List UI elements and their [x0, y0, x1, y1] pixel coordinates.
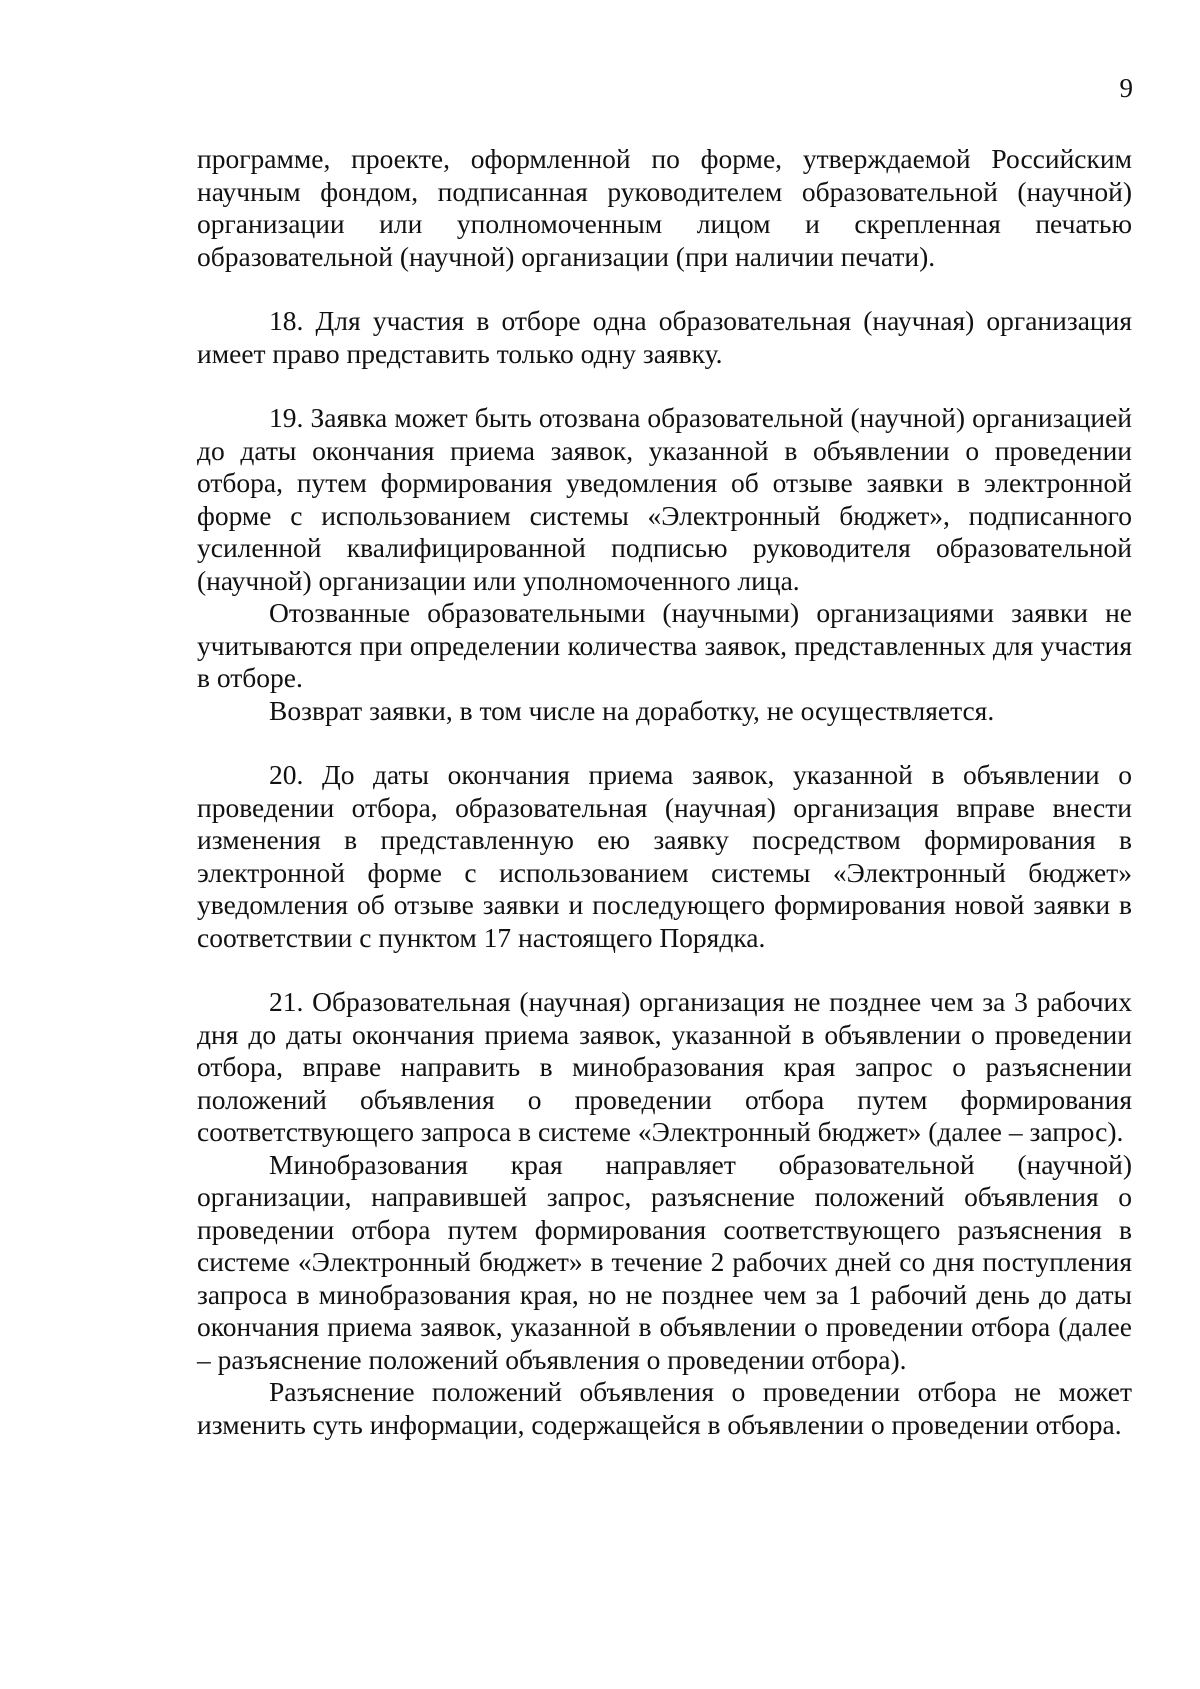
paragraph-item-20: 20. До даты окончания приема заявок, указанной в объявлении о проведении отбора, образовательная (научная) организация вправе внести изменения в представленную ею заявку посредством формирования в электронной форме с использованием системы «Электронный бюджет» уведомления об отзыве заявки и последующего формирования новой заявки в соответствии с пунктом 17 настоящего Порядка.	[197, 759, 1132, 953]
paragraph-continuation: программе, проекте, оформленной по форме, утверждаемой Российским научным фондом, подписанная руководителем образовательной (научной) организации или уполномоченным лицом и скрепленная печатью образовательной (научной) организации (при наличии печати).	[197, 143, 1132, 272]
paragraph-item-18: 18. Для участия в отборе одна образовательная (научная) организация имеет право представить только одну заявку.	[197, 305, 1132, 369]
document-body	[197, 143, 1132, 1441]
paragraph-item-21-clarification: Разъяснение положений объявления о проведении отбора не может изменить суть информации, содержащейся в объявлении о проведении отбора.	[197, 1376, 1132, 1440]
paragraph-item-19: 19. Заявка может быть отозвана образовательной (научной) организацией до даты окончания приема заявок, указанной в объявлении о проведении отбора, путем формирования уведомления об отзыве заявки в электронной форме с использованием системы «Электронный бюджет», подписанного усиленной квалифицированной подписью руководителя образовательной (научной) организации или уполномоченного лица.	[197, 402, 1132, 596]
paragraph-item-19-no-return: Возврат заявки, в том числе на доработку, не осуществляется.	[269, 694, 995, 726]
paragraph-item-21: 21. Образовательная (научная) организация не позднее чем за 3 рабочих дня до даты окончания приема заявок, указанной в объявлении о проведении отбора, вправе направить в минобразования края запрос о разъяснении положений объявления о проведении отбора путем формирования соответствующего запроса в системе «Электронный бюджет» (далее – запрос).	[197, 986, 1132, 1147]
page-number: 9	[1119, 73, 1133, 103]
paragraph-item-19-withdrawn: Отозванные образовательными (научными) организациями заявки не учитываются при определении количества заявок, представленных для участия в отборе.	[197, 597, 1132, 693]
paragraph-item-21-response: Минобразования края направляет образовательной (научной) организации, направившей запрос, разъяснение положений объявления о проведении отбора путем формирования соответствующего разъяснения в системе «Электронный бюджет» в течение 2 рабочих дней со дня поступления запроса в минобразования края, но не позднее чем за 1 рабочий день до даты окончания приема заявок, указанной в объявлении о проведении отбора (далее – разъяснение положений объявления о проведении отбора).	[197, 1148, 1132, 1375]
